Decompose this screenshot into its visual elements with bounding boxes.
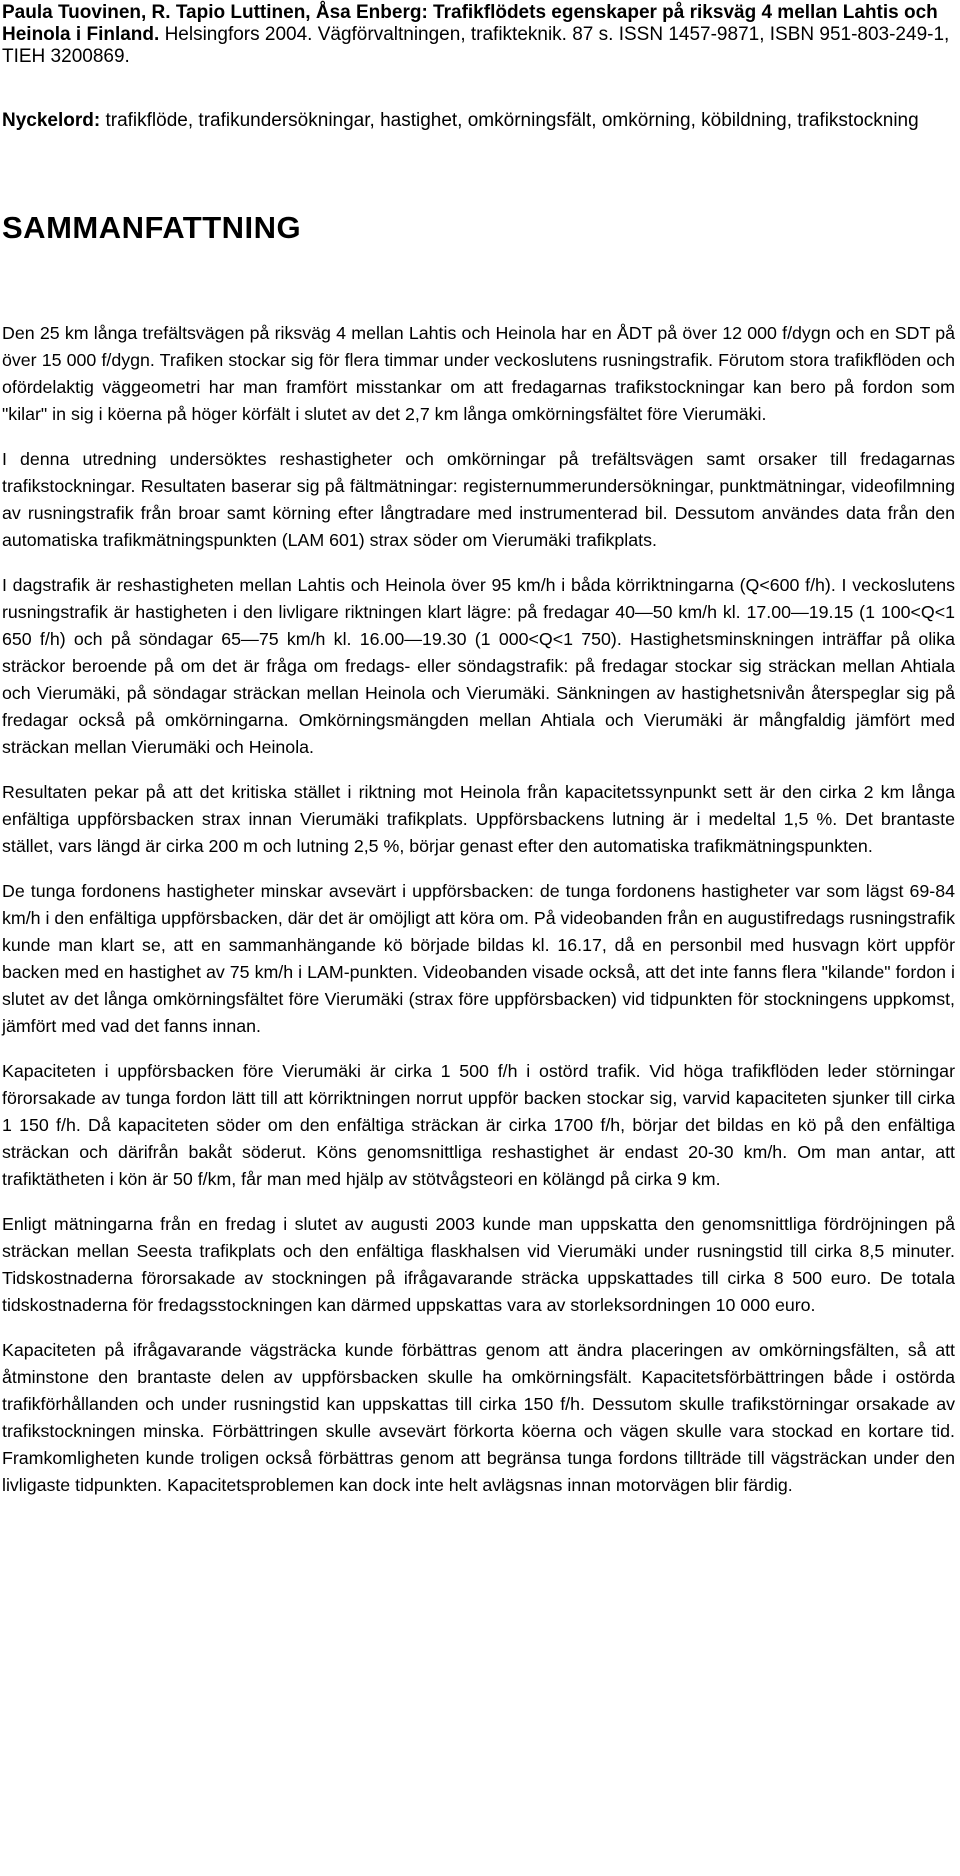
paragraph: Kapaciteten på ifrågavarande vägsträcka kunde förbättras genom att ändra placeringen av omkörningsfälten, så att åtminstone den brantaste delen av uppförsbacken skulle ha omkörningsfält. Kapacitetsförbättringen både i ostörda trafikförhållanden och under rusningstid kan uppskattas till cirka 150 f/h. Dessutom skulle trafikstörningar orsakade av trafikstockningen minska. Förbättringen skulle avsevärt förkorta köerna och vägen skulle vara stockad en kortare tid. Framkomligheten kunde troligen också förbättras genom att begränsa tunga fordons tillträde till vägsträckan under den livligaste tidpunkten. Kapacitetsproblemen kan dock inte helt avlägsnas innan motorvägen blir färdig. <box>2 1340 955 1495</box>
keywords-text: trafikflöde, trafikundersökningar, hastighet, omkörningsfält, omkörning, köbildning, trafikstockning <box>100 110 919 131</box>
paragraph: De tunga fordonens hastigheter minskar avsevärt i uppförsbacken: de tunga fordonens hastigheter var som lägst 69-84 km/h i den enfältiga uppförsbacken, där det är omöjligt att köra om. På videobanden från en augustifredags rusningstrafik kunde man klart se, att en sammanhängande kö började bildas kl. 16.17, då en personbil med husvagn kört uppför backen med en hastighet av 75 km/h i LAM-punkten. Videobanden visade också, att det inte fanns flera "kilande" fordon i slutet av det långa omkörningsfältet före Vierumäki (strax före uppförsbacken) vid tidpunkten för stockningens uppkomst, jämfört med vad det fanns innan. <box>2 881 955 1036</box>
paragraph: Resultaten pekar på att det kritiska stället i riktning mot Heinola från kapacitetssynpunkt sett är den cirka 2 km långa enfältiga uppförsbacken strax innan Vierumäki trafikplats. Uppförsbackens lutning är i medeltal 1,5 %. Det brantaste stället, vars längd är cirka 200 m och lutning 2,5 %, börjar genast efter den automatiska trafikmätningspunkten. <box>2 782 955 856</box>
summary-body <box>2 320 955 1517</box>
paragraph: Enligt mätningarna från en fredag i slutet av augusti 2003 kunde man uppskatta den genomsnittliga fördröjningen på sträckan mellan Seesta trafikplats och den enfältiga flaskhalsen vid Vierumäki under rusningstid till cirka 8,5 minuter. Tidskostnaderna förorsakade av stockningen på ifrågavarande sträcka uppskattades till cirka 8 500 euro. De totala tidskostnaderna för fredagsstockningen kan därmed uppskattas vara av storleksordningen 10 000 euro. <box>2 1214 955 1315</box>
keywords <box>2 108 952 133</box>
paragraph: I denna utredning undersöktes reshastigheter och omkörningar på trefältsvägen samt orsaker till fredagarnas trafikstockningar. Resultaten baserar sig på fältmätningar: registernummerundersökningar, punktmätningar, videofilmning av rusningstrafik från broar samt körning efter långtradare med instrumenterad bil. Dessutom användes data från den automatiska trafikmätningspunkten (LAM 601) strax söder om Vierumäki trafikplats. <box>2 449 955 550</box>
paragraph: I dagstrafik är reshastigheten mellan Lahtis och Heinola över 95 km/h i båda körriktningarna (Q<600 f/h). I veckoslutens rusningstrafik är hastigheten i den livligare riktningen klart lägre: på fredagar 40—50 km/h kl. 17.00—19.15 (1 100<Q<1 650 f/h) och på söndagar 65—75 km/h kl. 16.00—19.30 (1 000<Q<1 750). Hastighetsminskningen inträffar på olika sträckor beroende på om det är fråga om fredags- eller söndagstrafik: på fredagar stockar sig sträckan mellan Ahtiala och Vierumäki, på söndagar sträckan mellan Heinola och Vierumäki. Sänkningen av hastighetsnivån återspeglar sig på fredagar också på omkörningarna. Omkörningsmängden mellan Ahtiala och Vierumäki är mångfaldig jämfört med sträckan mellan Vierumäki och Heinola. <box>2 575 955 757</box>
section-heading: SAMMANFATTNING <box>2 210 302 245</box>
paragraph: Den 25 km långa trefältsvägen på riksväg 4 mellan Lahtis och Heinola har en ÅDT på över 12 000 f/dygn och en SDT på över 15 000 f/dygn. Trafiken stockar sig för flera timmar under veckoslutens rusningstrafik. Förutom stora trafikflöden och ofördelaktig väggeometri har man framfört misstankar om att fredagarnas trafikstockningar kan bero på fordon som "kilar" in sig i köerna på höger körfält i slutet av det 2,7 km långa omkörningsfältet före Vierumäki. <box>2 323 955 424</box>
paragraph: Kapaciteten i uppförsbacken före Vierumäki är cirka 1 500 f/h i ostörd trafik. Vid höga trafikflöden leder störningar förorsakade av tunga fordon lätt till att körriktningen norrut uppför backen stockar sig, varvid kapaciteten sjunker till cirka 1 150 f/h. Då kapaciteten söder om den enfältiga sträckan är cirka 1700 f/h, börjar det bildas en kö på den enfältiga sträckan och därifrån bakåt söderut. Köns genomsnittliga reshastighet är endast 20-30 km/h. Om man antar, att trafiktätheten i kön är 50 f/km, får man med hjälp av stötvågsteori en kölängd på cirka 9 km. <box>2 1061 955 1189</box>
keywords-label: Nyckelord: <box>2 110 101 131</box>
citation-authors-title: Paula Tuovinen, R. Tapio Luttinen, Åsa Enberg: Trafikflödets egenskaper på riksväg 4 mellan Lahtis och Heinola i Finland. <box>2 2 938 45</box>
citation-details: Helsingfors 2004. Vägförvaltningen, trafikteknik. 87 s. ISSN 1457-9871, ISBN 951-803-249-1, TIEH 3200869. <box>2 24 950 67</box>
bibliographic-citation <box>2 2 952 68</box>
